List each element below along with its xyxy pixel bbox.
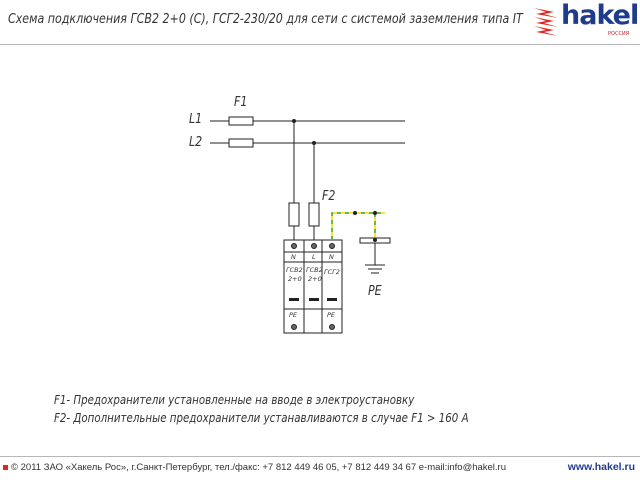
line-l2-label: L2 bbox=[189, 135, 203, 150]
module1-rating: 2+0 bbox=[288, 275, 302, 283]
fuse-f1-l1 bbox=[229, 117, 253, 125]
fuse-f1-label: F1 bbox=[234, 95, 248, 110]
fuse-f1-l2 bbox=[229, 139, 253, 147]
module3-name: ГСГ2 bbox=[324, 268, 340, 276]
note-f1: F1- Предохранители установленные на вводе в электроустановку bbox=[54, 392, 415, 407]
fuse-f2-a bbox=[289, 203, 299, 226]
module2-name: ГСВ2 bbox=[306, 266, 323, 274]
module2-rating: 2+0 bbox=[308, 275, 322, 283]
fuse-f2-b bbox=[309, 203, 319, 226]
module3-pe: PE bbox=[327, 311, 336, 319]
module1-terminal: N bbox=[291, 253, 296, 261]
fuse-f2-label: F2 bbox=[322, 189, 336, 204]
footer-website-link[interactable]: www.hakel.ru bbox=[567, 461, 635, 473]
module2-terminal: L bbox=[312, 253, 316, 261]
pe-wire bbox=[332, 213, 385, 240]
note-f2: F2- Дополнительные предохранители устанавливаются в случае F1 > 160 A bbox=[54, 410, 469, 425]
pe-ground-label: PE bbox=[368, 284, 382, 299]
footer-bullet-icon bbox=[3, 465, 8, 470]
logo-brand: hakel bbox=[561, 0, 639, 31]
page-title: Схема подключения ГСВ2 2+0 (С), ГСГ2-230/20 для сети с системой заземления типа IT bbox=[8, 11, 523, 27]
logo-subtitle: РОССИЯ bbox=[608, 31, 630, 37]
line-l1-label: L1 bbox=[189, 112, 203, 127]
module1-name: ГСВ2 bbox=[286, 266, 303, 274]
module3-terminal: N bbox=[329, 253, 334, 261]
module1-pe: PE bbox=[289, 311, 298, 319]
footer-copyright: © 2011 ЗАО «Хакель Рос», г.Санкт-Петербург, тел./факс: +7 812 449 46 05, +7 812 449 34 67 e-mail:info@hakel.ru bbox=[11, 462, 507, 473]
footer-divider bbox=[0, 456, 640, 457]
